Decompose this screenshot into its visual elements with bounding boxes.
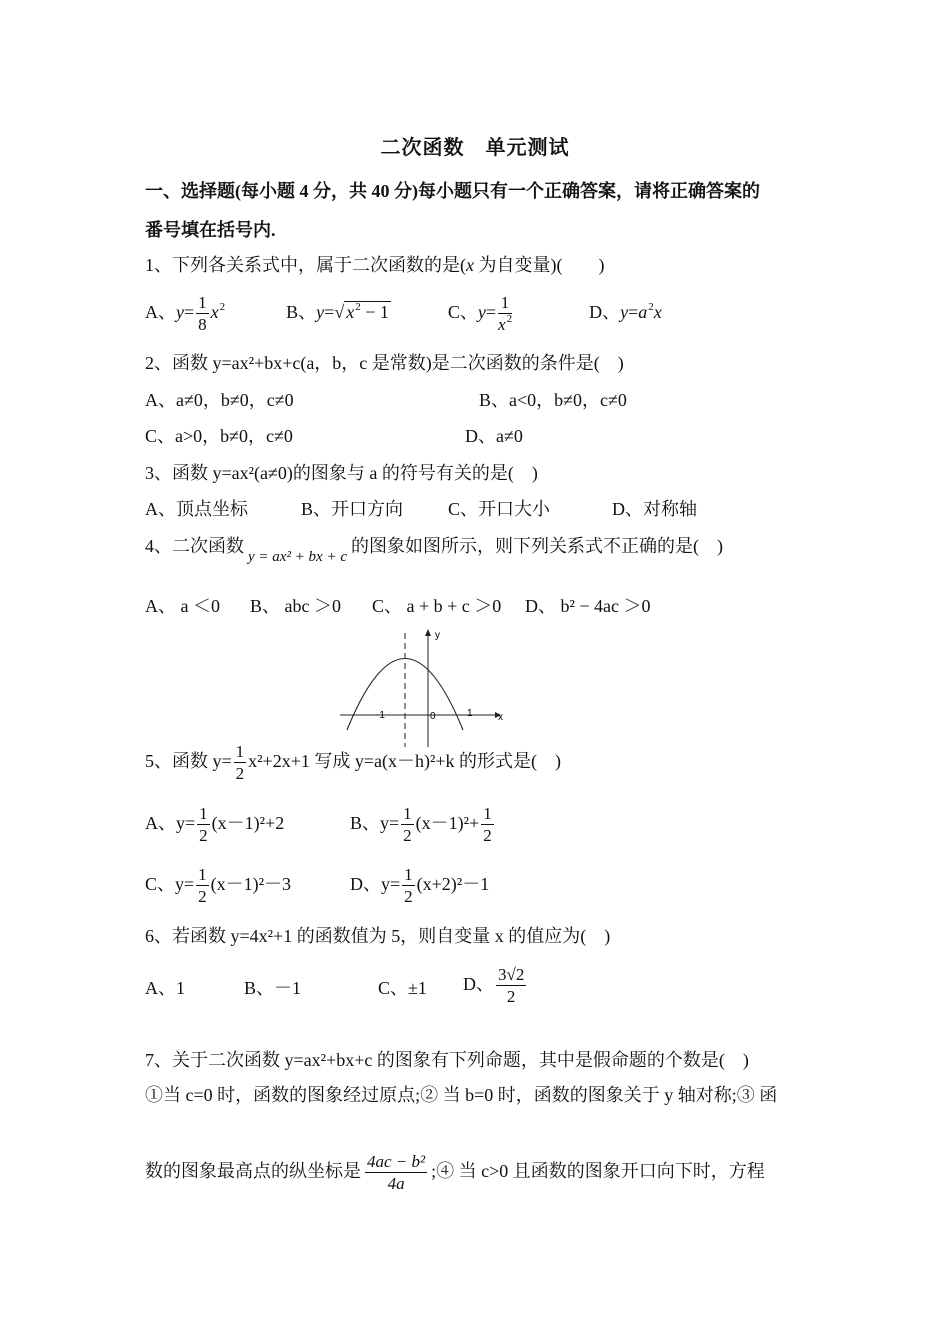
y-axis-arrow [425,629,431,636]
q1-option-a: A、y= $\frac{1}{8}$ $x^2$ [145,293,226,334]
q1-option-b: B、y=√ $x^2 - 1$ [286,300,389,322]
x-axis-label: x [498,712,503,723]
question-7-line2: ①当 c=0 时，函数的图象经过原点;② 当 b=0 时，函数的图象关于 y 轴对称;③ 函 [145,1085,778,1105]
fraction-vertex-y: $\frac{\text{4ac − b²}}{4a}$ [367,1152,426,1193]
section-heading-line1: 一、选择题(每小题 4 分，共 40 分)每小题只有一个正确答案，请将正确答案的 [145,181,760,201]
q6-option-a: A、1 [145,978,185,998]
q3-option-a: A、顶点坐标 [145,499,248,519]
q4-option-a: A、 a ＜0 [145,596,220,616]
fraction-1-2: $\frac{1}{2}$ [235,742,245,783]
fraction-1-x2: $\frac{1}{x^2}$ [498,293,513,334]
q6-option-b: B、－1 [244,978,302,998]
q5-option-c: C、y= $\frac{1}{2}$ (x－1)²－3 [145,865,292,906]
tick-label-1: 1 [467,708,473,719]
tick-label-0: 0 [430,711,436,722]
question-6-stem: 6、若函数 y=4x²+1 的函数值为 5，则自变量 x 的值应为( ) [145,926,611,946]
q4-option-b: B、 abc ＞0 [250,596,341,616]
question-7-stem: 7、关于二次函数 y=ax²+bx+c 的图象有下列命题，其中是假命题的个数是( ) [145,1050,749,1070]
q3-option-c: C、开口大小 [448,499,551,519]
q4-option-d: D、 b² − 4ac ＞0 [525,596,651,616]
q6-option-d: D、 $\frac{3√2}{2}$ [463,965,525,1006]
tick-label-neg1: -1 [376,710,385,721]
q3-option-d: D、对称轴 [612,499,697,519]
section-heading-line2: 番号填在括号内. [145,220,276,240]
q2-option-a: A、a≠0，b≠0，c≠0 [145,390,294,410]
q1-option-c: C、y= $\frac{1}{x^2}$ [447,293,513,334]
q3-option-b: B、开口方向 [301,499,404,519]
q5-option-d: D、y= $\frac{1}{2}$ (x+2)²－1 [350,865,490,906]
q5-option-b: B、y= $\frac{1}{2}$ (x－1)²+ $\frac{1}{2}$ [350,804,492,845]
q1-option-d: D、$y=a^2x$ [589,300,662,322]
q2-option-b: B、a<0，b≠0，c≠0 [479,390,627,410]
q5-option-a: A、y= $\frac{1}{2}$ (x－1)²+2 [145,804,285,845]
q2-option-c: C、a>0，b≠0，c≠0 [145,426,293,446]
fraction-3root2-2: $\frac{3√2}{2}$ [498,965,525,1006]
question-4-stem: 4、二次函数$_{y = ax^2 + bx + c}$的图象如图所示，则下列关系式不正确的是( ) [145,536,723,565]
y-axis-label: y [435,630,440,641]
q4-option-c: C、 a + b + c ＞0 [372,596,502,616]
page-title: 二次函数 单元测试 [380,137,570,159]
question-3-stem: 3、函数 y=ax²(a≠0)的图象与 a 的符号有关的是( ) [145,463,538,483]
q4-formula: y = ax² + bx + c [248,549,347,565]
q2-option-d: D、a≠0 [465,426,523,446]
question-2-stem: 2、函数 y=ax²+bx+c(a，b，c 是常数)是二次函数的条件是( ) [145,353,624,373]
question-1-options [145,294,662,334]
question-1-stem: 1、下列各关系式中，属于二次函数的是(x 为自变量)( ) [145,255,605,275]
q6-option-c: C、±1 [378,978,427,998]
question-7-line3: 数的图象最高点的纵坐标是 $\frac{\text{4ac − b²}}{4a}$ ;④ 当 c>0 且函数的图象开口向下时，方程 [145,1152,765,1193]
parabola-graph [335,625,510,750]
fraction-1-8: $\frac{1}{8}$ [198,293,207,334]
question-5-stem: 5、函数 y= $\frac{1}{2}$ x²+2x+1 写成 y=a(x－h)²+k 的形式是( ) [145,742,562,783]
